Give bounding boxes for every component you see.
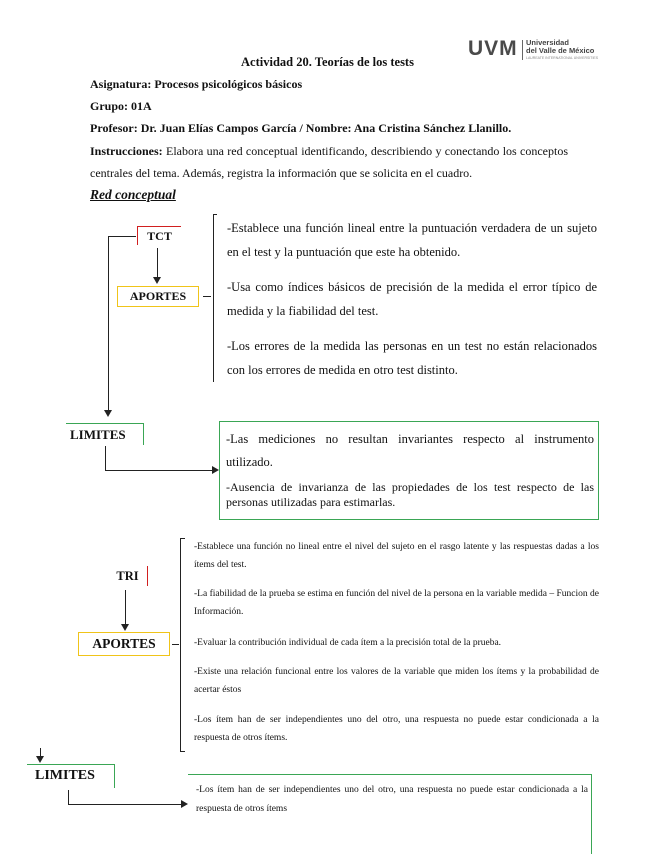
tct-aportes-3: -Los errores de la medida las personas en un test no están relacionados con los errores de medida en otro test distinto.	[227, 339, 597, 377]
logo-sub-line2: del Valle de México	[526, 46, 595, 55]
tri-aportes-4: -Existe una relación funcional entre los valores de la variable que miden los ítems y la probabilidad de acertar éstos	[194, 667, 599, 695]
tct-limites-connector-v	[105, 446, 106, 470]
asignatura-line: Asignatura: Procesos psicológicos básicos	[90, 77, 303, 91]
tri-arrow-head	[121, 624, 129, 631]
tri-aportes-connector	[172, 644, 179, 645]
tri-arrow-line	[125, 590, 126, 625]
tri-box	[108, 566, 148, 586]
tct-limites-label: LIMITES	[70, 427, 126, 442]
tct-aportes-bracket-top	[213, 214, 217, 215]
tct-label: TCT	[147, 229, 172, 243]
logo-tagline: LAUREATE INTERNATIONAL UNIVERSITIES	[526, 56, 599, 60]
tct-arrow-head	[153, 277, 161, 284]
tct-limites-box	[66, 423, 144, 445]
tri-limites-label: LIMITES	[35, 768, 95, 783]
tri-aportes-bracket-top	[180, 538, 185, 539]
tct-arrow-line	[157, 248, 158, 278]
page-title: Actividad 20. Teorías de los tests	[241, 55, 414, 69]
tri-aportes-3: -Evaluar la contribución individual de cada ítem a la precisión total de la prueba.	[194, 638, 502, 648]
logo-sub-line1: Universidad	[526, 38, 569, 47]
tct-aportes-1: -Establece una función lineal entre la puntuación verdadera de un sujeto en el test y la puntuación que este ha obtenido.	[227, 221, 597, 259]
tri-main-arrowhead	[36, 756, 44, 763]
instructions-text: Elabora una red conceptual identificando, describiendo y conectando los conceptos centrales del tema. Además, registra la información que se solicita en el cuadro.	[90, 144, 569, 180]
section-title: Red conceptual	[90, 187, 176, 202]
profesor-line: Profesor: Dr. Juan Elías Campos García / Nombre: Ana Cristina Sánchez Llanillo.	[90, 121, 512, 135]
tct-aportes-bracket	[213, 214, 214, 382]
tri-aportes-bracket	[180, 538, 181, 752]
tri-limites-connector-v	[68, 790, 69, 804]
tct-aportes-label: APORTES	[129, 289, 187, 303]
logo-subtitle	[526, 39, 594, 55]
tri-aportes-1: -Establece una función no lineal entre el nivel del sujeto en el rasgo latente y las respuestas dadas a los ítems del test.	[194, 542, 599, 570]
instructions	[90, 140, 568, 184]
tri-limites-box	[27, 764, 115, 788]
tri-aportes-bracket-bottom	[180, 751, 185, 752]
tri-limites-arrowhead	[181, 800, 188, 808]
tct-main-top-line	[108, 236, 136, 237]
tct-limites-arrowhead	[212, 466, 219, 474]
tri-aportes-2: -La fiabilidad de la prueba se estima en función del nivel de la persona en la variable medida – Funcion de Información.	[194, 589, 599, 617]
tri-aportes-5: -Los ítem han de ser independientes uno del otro, una respuesta no puede estar condicionada a la respuesta de otros ítems.	[194, 715, 599, 743]
instructions-label: Instrucciones:	[90, 144, 163, 158]
tct-aportes-connector	[203, 296, 211, 297]
tri-aportes-label: APORTES	[92, 636, 156, 651]
tct-main-arrowhead	[104, 410, 112, 417]
tri-limites-1: -Los ítem han de ser independientes uno del otro, una respuesta no puede estar condicionada a la respuesta de otros ítems	[196, 785, 588, 814]
tct-limites-connector-h	[105, 470, 213, 471]
tct-main-vertical	[108, 236, 109, 412]
logo-text: UVM	[468, 37, 518, 60]
tct-aportes-2: -Usa como índices básicos de precisión de la medida el error típico de medida y la fiabilidad del test.	[227, 280, 597, 318]
tri-label: TRI	[116, 569, 139, 583]
tct-limites-2: -Ausencia de invarianza de las propiedades de los test respecto de las personas utilizadas para estimarlas.	[226, 480, 594, 509]
tri-aportes-box	[78, 632, 170, 656]
tct-box	[137, 226, 181, 245]
tct-aportes-box	[117, 286, 199, 307]
tri-limites-connector-h	[68, 804, 182, 805]
tct-limites-1: -Las mediciones no resultan invariantes respecto al instrumento utilizado.	[226, 432, 594, 469]
grupo-line: Grupo: 01A	[90, 99, 152, 113]
